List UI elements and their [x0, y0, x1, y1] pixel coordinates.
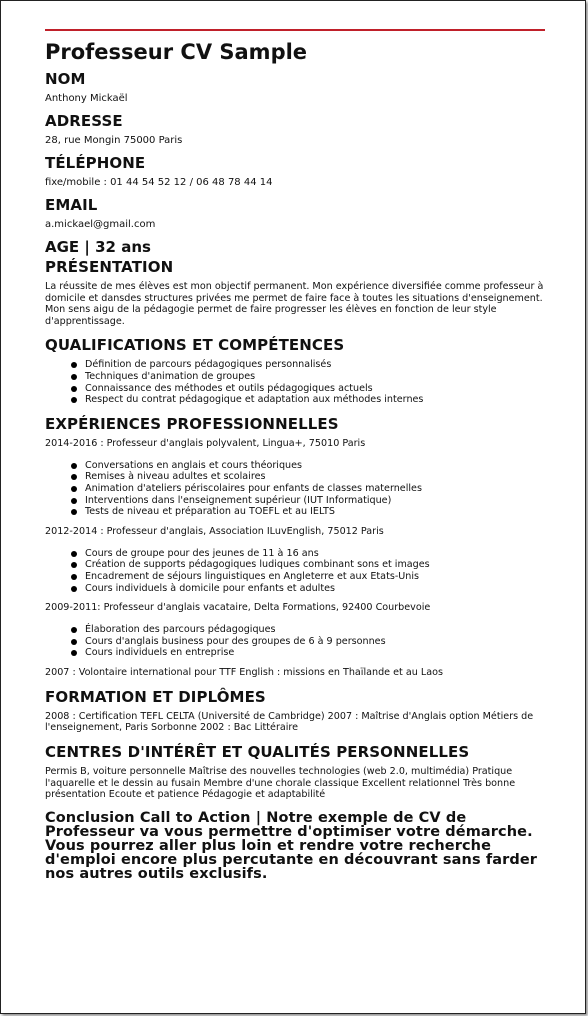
- top-red-rule: [45, 29, 545, 31]
- list-item: Conversations en anglais et cours théoriques: [85, 460, 547, 472]
- email-value: a.mickael@gmail.com: [45, 219, 156, 230]
- job-title: 2014-2016 : Professeur d'anglais polyvalent, Lingua+, 75010 Paris: [45, 437, 366, 449]
- job-title: 2009-2011: Professeur d'anglais vacataire, Delta Formations, 92400 Courbevoie: [45, 602, 431, 614]
- list-item: Respect du contrat pédagogique et adaptation aux méthodes internes: [85, 394, 547, 406]
- job-title: 2007 : Volontaire international pour TTF English : missions en Thaïlande et au Laos: [45, 666, 443, 678]
- list-item: Création de supports pédagogiques ludiques combinant sons et images: [85, 559, 547, 571]
- list-item: Animation d'ateliers périscolaires pour enfants de classes maternelles: [85, 483, 547, 495]
- list-item: Cours d'anglais business pour des groupes de 6 à 9 personnes: [85, 636, 547, 648]
- interets-text: Permis B, voiture personnelle Maîtrise des nouvelles technologies (web 2.0, multimédia) Pratique l'aquarelle et le dessin au fusain Membre d'une chorale classique Excellent relationnel Très bonne présentation Ecoute et patience Pédagogie et adaptabilité: [45, 766, 516, 801]
- age-separator: |: [84, 238, 90, 256]
- qualifications-list: [45, 359, 547, 405]
- list-item: Interventions dans l'enseignement supérieur (IUT Informatique): [85, 495, 547, 507]
- list-item: Connaissance des méthodes et outils pédagogiques actuels: [85, 383, 547, 395]
- page-title: Professeur CV Sample: [45, 40, 308, 64]
- list-item: Tests de niveau et préparation au TOEFL et au IELTS: [85, 506, 547, 518]
- age-heading: AGE: [45, 238, 80, 256]
- age-value: 32 ans: [95, 238, 151, 256]
- list-item: Encadrement de séjours linguistiques en Angleterre et aux Etats-Unis: [85, 571, 547, 583]
- qualifications-heading: QUALIFICATIONS ET COMPÉTENCES: [45, 336, 345, 355]
- list-item: Cours individuels à domicile pour enfants et adultes: [85, 583, 547, 595]
- job-title: 2012-2014 : Professeur d'anglais, Association ILuvEnglish, 75012 Paris: [45, 525, 384, 537]
- list-item: Remises à niveau adultes et scolaires: [85, 471, 547, 483]
- list-item: Cours individuels en entreprise: [85, 647, 547, 659]
- cv-content: [45, 39, 547, 881]
- telephone-heading: TÉLÉPHONE: [45, 154, 146, 172]
- nom-heading: NOM: [45, 70, 86, 88]
- job-tasks-list: [45, 548, 547, 594]
- adresse-value: 28, rue Mongin 75000 Paris: [45, 135, 183, 146]
- nom-value: Anthony Mickaël: [45, 93, 128, 104]
- list-item: Élaboration des parcours pédagogiques: [85, 624, 547, 636]
- age-row: [45, 237, 547, 257]
- job-tasks-list: [45, 624, 547, 659]
- interets-heading: CENTRES D'INTÉRÊT ET QUALITÉS PERSONNELLES: [45, 743, 470, 762]
- presentation-text: La réussite de mes élèves est mon objectif permanent. Mon expérience diversifiée comme professeur à domicile et dansdes structures privées me permet de faire face à toutes les situations d'enseignement. Mon sens aigu de la pédagogie permet de faire progresser les élèves en fonction de leur style d'apprentissage.: [45, 281, 544, 327]
- experiences-heading: EXPÉRIENCES PROFESSIONNELLES: [45, 414, 339, 433]
- formation-heading: FORMATION ET DIPLÔMES: [45, 687, 266, 706]
- job-tasks-list: [45, 460, 547, 518]
- telephone-value: fixe/mobile : 01 44 54 52 12 / 06 48 78 44 14: [45, 177, 273, 188]
- list-item: Techniques d'animation de groupes: [85, 371, 547, 383]
- list-item: Cours de groupe pour des jeunes de 11 à 16 ans: [85, 548, 547, 560]
- formation-text: 2008 : Certification TEFL CELTA (Université de Cambridge) 2007 : Maîtrise d'Anglais option Métiers de l'enseignement, Paris Sorbonne 2002 : Bac Littéraire: [45, 710, 534, 734]
- email-heading: EMAIL: [45, 196, 98, 214]
- adresse-heading: ADRESSE: [45, 112, 123, 130]
- presentation-heading: PRÉSENTATION: [45, 258, 174, 276]
- call-to-action: Conclusion Call to Action | Notre exemple de CV de Professeur va vous permettre d'optimiser votre démarche. Vous pourrez aller plus loin et rendre votre recherche d'emploi encore plus percutante en découvrant sans farder nos autres outils exclusifs.: [45, 809, 538, 882]
- list-item: Définition de parcours pédagogiques personnalisés: [85, 359, 547, 371]
